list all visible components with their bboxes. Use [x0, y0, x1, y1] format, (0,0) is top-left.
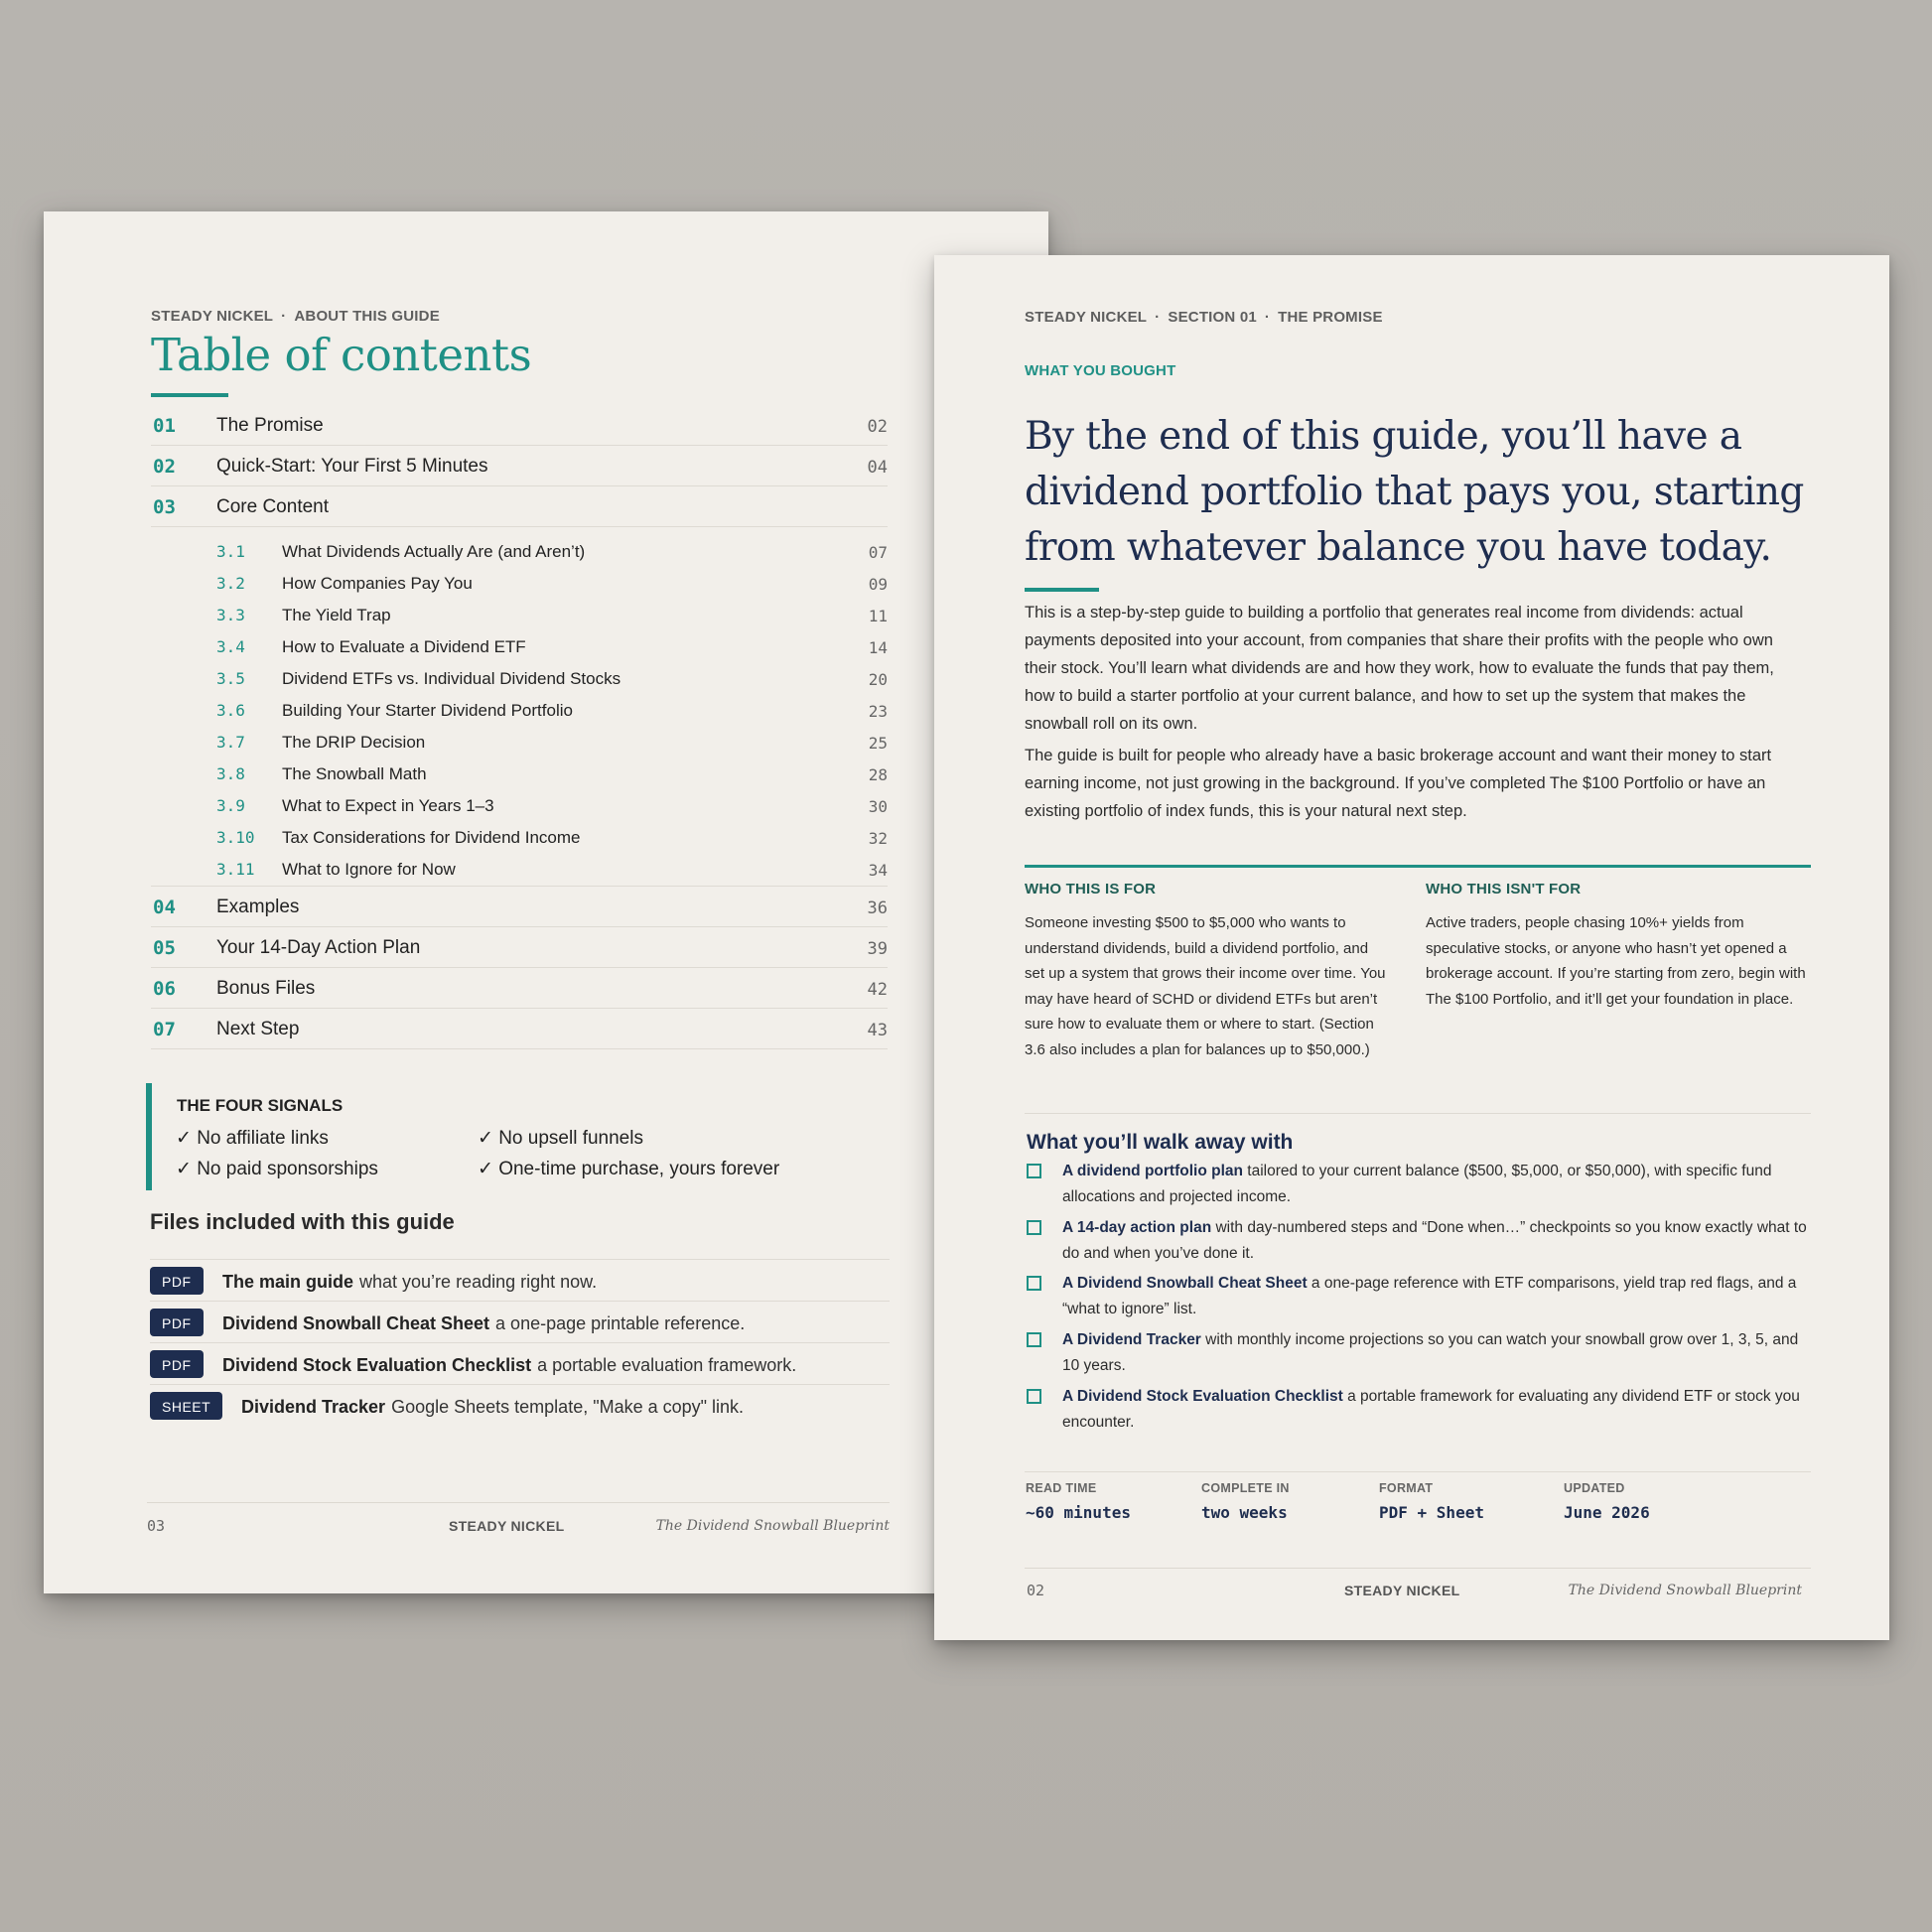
checklist-item[interactable]	[1027, 1215, 1816, 1266]
toc-page: 04	[867, 458, 888, 478]
file-desc: what you’re reading right now.	[359, 1272, 598, 1292]
toc-label: What to Ignore for Now	[282, 860, 456, 879]
toc-subitem[interactable]	[151, 599, 888, 630]
checklist-item[interactable]	[1027, 1384, 1816, 1435]
eyebrow-brand: STEADY NICKEL	[151, 308, 274, 325]
toc-page: 43	[867, 1021, 888, 1040]
toc-page: 09	[868, 575, 888, 594]
toc-number: 3.7	[216, 733, 245, 752]
meta-key: UPDATED	[1564, 1481, 1625, 1495]
file-type-badge: PDF	[150, 1267, 204, 1295]
toc-subitem[interactable]	[151, 694, 888, 726]
checklist-item[interactable]	[1027, 1271, 1816, 1321]
section-kicker: WHAT YOU BOUGHT	[1025, 362, 1176, 379]
file-item[interactable]	[150, 1343, 890, 1385]
walk-away-heading: What you’ll walk away with	[1027, 1131, 1294, 1154]
intro-paragraph: This is a step-by-step guide to building a portfolio that generates real income from dividends: actual payments deposited into your account, from companies that share their profits with the people who own their stock. You’ll learn what dividends are and how they work, how to evaluate the funds that pay them, how to build a starter portfolio at your current balance, and how to set up the system that makes the snowball roll on its own.	[1025, 604, 1774, 733]
footer-guide-title: The Dividend Snowball Blueprint	[655, 1518, 890, 1534]
meta-value: PDF + Sheet	[1379, 1503, 1484, 1522]
signal-item: ✓ No upsell funnels	[478, 1128, 643, 1149]
toc-label: Tax Considerations for Dividend Income	[282, 828, 581, 847]
meta-value: ~60 minutes	[1026, 1503, 1131, 1522]
eyebrow-section: ABOUT THIS GUIDE	[294, 308, 440, 325]
who-not-text: Active traders, people chasing 10%+ yields from speculative stocks, or anyone who hasn’t yet opened a brokerage account. If you’re starting from zero, begin with The $100 Portfolio, and it’ll get your foundation in place.	[1426, 914, 1806, 1008]
file-type-badge: SHEET	[150, 1392, 222, 1420]
file-name: Dividend Tracker	[241, 1397, 386, 1417]
toc-number: 3.10	[216, 828, 255, 847]
toc-number: 3.8	[216, 764, 245, 783]
toc-item[interactable]	[151, 1009, 888, 1049]
footer-rule	[1025, 1568, 1811, 1569]
signal-item: ✓ One-time purchase, yours forever	[478, 1159, 780, 1179]
toc-item[interactable]	[151, 968, 888, 1009]
file-item[interactable]	[150, 1260, 890, 1302]
toc-page: 42	[867, 980, 888, 1000]
checklist-item-title: A Dividend Snowball Cheat Sheet	[1062, 1275, 1308, 1292]
toc-page: 32	[868, 829, 888, 848]
toc-label: What Dividends Actually Are (and Aren’t)	[282, 542, 586, 561]
promise-page	[934, 255, 1889, 1640]
toc-number: 3.2	[216, 574, 245, 593]
checkbox-icon[interactable]	[1027, 1220, 1041, 1235]
footer-page-number: 02	[1027, 1582, 1045, 1599]
signal-item: ✓ No paid sponsorships	[176, 1159, 378, 1179]
signal-item: ✓ No affiliate links	[176, 1128, 329, 1149]
eyebrow: STEADY NICKEL · SECTION 01 · THE PROMISE	[1025, 309, 1383, 326]
toc-label: Bonus Files	[216, 978, 316, 999]
toc-item[interactable]	[151, 486, 888, 527]
toc-label: Dividend ETFs vs. Individual Dividend Stocks	[282, 669, 621, 688]
title-rule	[151, 393, 228, 397]
toc-label: The Promise	[216, 415, 324, 436]
toc-number: 3.1	[216, 542, 245, 561]
headline-rule	[1025, 588, 1099, 592]
signals-title: THE FOUR SIGNALS	[177, 1096, 344, 1115]
checklist-item-text: with monthly income projections so you can watch your snowball grow over 1, 3, 5, and 10 years.	[1062, 1331, 1799, 1374]
who-not-title: WHO THIS ISN'T FOR	[1426, 881, 1582, 897]
footer-rule	[147, 1502, 890, 1503]
toc-subitem[interactable]	[151, 535, 888, 567]
section-rule	[1025, 1113, 1811, 1114]
toc-item[interactable]	[151, 446, 888, 486]
toc-subitem[interactable]	[151, 853, 888, 887]
toc-number: 01	[153, 415, 176, 437]
intro-paragraph: The guide is built for people who already have a basic brokerage account and want their money to start earning income, not just growing in the background. If you’ve completed The $100 Portfolio or have an existing portfolio of index funds, this is your natural next step.	[1025, 747, 1772, 820]
toc-page: 02	[867, 417, 888, 437]
toc-number: 04	[153, 897, 176, 918]
checklist-item-text: a portable framework for evaluating any dividend ETF or stock you encounter.	[1062, 1388, 1800, 1431]
toc-label: The Yield Trap	[282, 606, 391, 624]
toc-number: 3.4	[216, 637, 245, 656]
checkbox-icon[interactable]	[1027, 1332, 1041, 1347]
headline: By the end of this guide, you’ll have a dividend portfolio that pays you, starting from whatever balance you have today.	[1025, 414, 1804, 570]
file-desc: a portable evaluation framework.	[537, 1355, 797, 1375]
meta-value: two weeks	[1201, 1503, 1288, 1522]
footer-page-number: 03	[147, 1517, 166, 1535]
toc-number: 3.6	[216, 701, 245, 720]
toc-item[interactable]	[151, 405, 888, 446]
file-desc: a one-page printable reference.	[495, 1313, 746, 1333]
checklist-item[interactable]	[1027, 1159, 1816, 1209]
toc-number: 02	[153, 456, 176, 478]
toc-page: 30	[868, 797, 888, 816]
eyebrow-brand: STEADY NICKEL	[1025, 309, 1148, 326]
toc-number: 03	[153, 496, 176, 518]
meta-rule	[1025, 1471, 1811, 1472]
checkbox-icon[interactable]	[1027, 1276, 1041, 1291]
toc-subitem[interactable]	[151, 662, 888, 694]
file-type-badge: PDF	[150, 1350, 204, 1378]
toc-subitem[interactable]	[151, 758, 888, 789]
file-name: The main guide	[222, 1272, 354, 1292]
toc-label: Examples	[216, 897, 300, 917]
toc-subitem[interactable]	[151, 630, 888, 662]
toc-label: Core Content	[216, 496, 330, 517]
meta-complete-in	[1201, 1481, 1290, 1522]
toc-page: 07	[868, 543, 888, 562]
meta-key: FORMAT	[1379, 1481, 1434, 1495]
who-for-column	[1025, 881, 1392, 1062]
checklist-item-title: A 14-day action plan	[1062, 1219, 1212, 1236]
checkbox-icon[interactable]	[1027, 1164, 1041, 1178]
eyebrow: STEADY NICKEL · ABOUT THIS GUIDE	[151, 308, 440, 325]
toc-number: 3.5	[216, 669, 245, 688]
toc-label: The Snowball Math	[282, 764, 427, 783]
toc-page: 23	[868, 702, 888, 721]
file-item[interactable]	[150, 1385, 890, 1426]
who-not-column	[1426, 881, 1813, 1012]
toc-number: 3.9	[216, 796, 245, 815]
who-for-text: Someone investing $500 to $5,000 who wants to understand dividends, build a dividend portfolio, and set up a system that grows their income over time. You may have heard of SCHD or dividend ETFs but aren’t sure how to evaluate them or where to start. (Section 3.6 also includes a plan for balances up to $50,000.)	[1025, 914, 1386, 1058]
toc-item[interactable]	[151, 927, 888, 968]
toc-label: Building Your Starter Dividend Portfolio	[282, 701, 573, 720]
toc-subitem[interactable]	[151, 567, 888, 599]
toc-label: Quick-Start: Your First 5 Minutes	[216, 456, 488, 477]
meta-key: COMPLETE IN	[1201, 1481, 1290, 1495]
toc-page	[44, 211, 1048, 1593]
toc-number: 05	[153, 937, 176, 959]
toc-page: 11	[868, 607, 888, 625]
toc-number: 07	[153, 1019, 176, 1040]
toc-label: Next Step	[216, 1019, 300, 1039]
toc-page: 34	[868, 861, 888, 880]
checklist-item[interactable]	[1027, 1327, 1816, 1378]
who-for-title: WHO THIS IS FOR	[1025, 881, 1157, 897]
toc-subitem[interactable]	[151, 789, 888, 821]
checklist-item-title: A dividend portfolio plan	[1062, 1163, 1243, 1179]
file-type-badge: PDF	[150, 1309, 204, 1336]
footer-brand: STEADY NICKEL	[449, 1518, 565, 1534]
eyebrow-section: SECTION 01	[1168, 309, 1257, 326]
toc-label: How Companies Pay You	[282, 574, 473, 593]
file-item[interactable]	[150, 1302, 890, 1343]
toc-page: 20	[868, 670, 888, 689]
checklist-item-text: with day-numbered steps and “Done when…” checkpoints so you know exactly what to do and when you’ve done it.	[1062, 1219, 1807, 1262]
page-title: Table of contents	[151, 329, 532, 381]
checklist-item-text: a one-page reference with ETF comparisons, yield trap red flags, and a “what to ignore” list.	[1062, 1275, 1797, 1317]
toc-label: Your 14-Day Action Plan	[216, 937, 421, 958]
toc-page: 39	[867, 939, 888, 959]
signals-callout	[146, 1083, 887, 1190]
file-name: Dividend Snowball Cheat Sheet	[222, 1313, 490, 1333]
files-list	[150, 1259, 890, 1426]
meta-key: READ TIME	[1026, 1481, 1097, 1495]
toc-page: 25	[868, 734, 888, 753]
section-rule	[1025, 865, 1811, 868]
toc-page: 14	[868, 638, 888, 657]
meta-value: June 2026	[1564, 1503, 1650, 1522]
footer-guide-title: The Dividend Snowball Blueprint	[1568, 1583, 1802, 1598]
meta-updated	[1564, 1481, 1650, 1522]
toc-subitem[interactable]	[151, 726, 888, 758]
toc-number: 06	[153, 978, 176, 1000]
toc-subitem[interactable]	[151, 821, 888, 853]
meta-read-time	[1026, 1481, 1131, 1522]
checkbox-icon[interactable]	[1027, 1389, 1041, 1404]
meta-format	[1379, 1481, 1484, 1522]
files-heading: Files included with this guide	[150, 1209, 455, 1234]
toc-label: The DRIP Decision	[282, 733, 426, 752]
toc-label: What to Expect in Years 1–3	[282, 796, 494, 815]
toc-label: How to Evaluate a Dividend ETF	[282, 637, 526, 656]
toc-item[interactable]	[151, 887, 888, 927]
eyebrow-topic: THE PROMISE	[1278, 309, 1383, 326]
file-name: Dividend Stock Evaluation Checklist	[222, 1355, 532, 1375]
checklist-item-text: tailored to your current balance ($500, $5,000, or $50,000), with specific fund allocations and projected income.	[1062, 1163, 1772, 1205]
checklist-item-title: A Dividend Tracker	[1062, 1331, 1201, 1348]
toc-number: 3.3	[216, 606, 245, 624]
toc-page: 28	[868, 765, 888, 784]
toc-number: 3.11	[216, 860, 255, 879]
checklist-item-title: A Dividend Stock Evaluation Checklist	[1062, 1388, 1343, 1405]
toc-page: 36	[867, 898, 888, 918]
footer-brand: STEADY NICKEL	[1344, 1583, 1460, 1598]
file-desc: Google Sheets template, "Make a copy" link.	[391, 1397, 745, 1417]
table-of-contents	[151, 405, 888, 1049]
